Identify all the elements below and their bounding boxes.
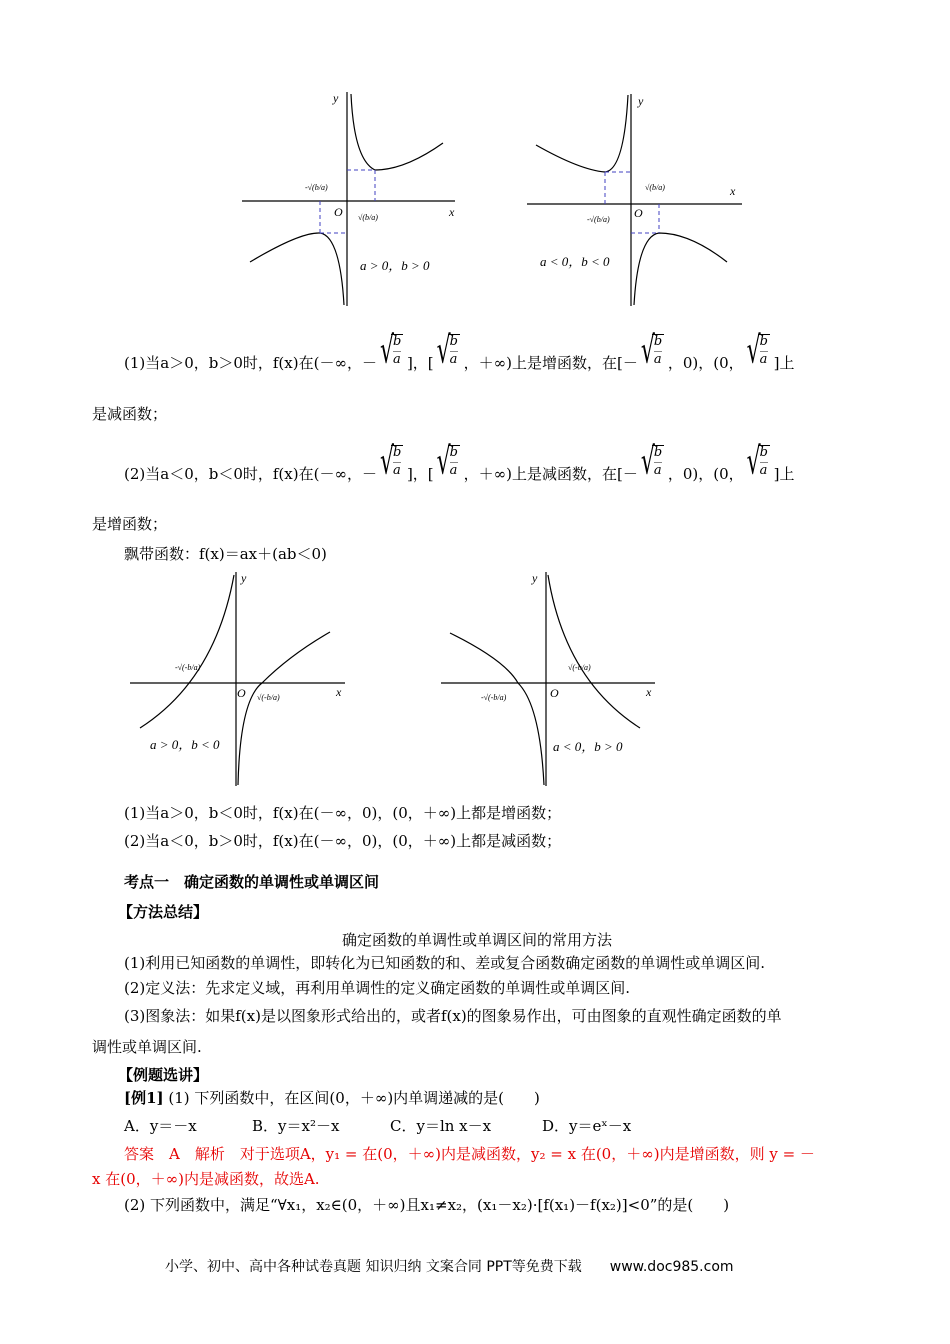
origin-label: O <box>237 686 246 700</box>
sqrt-fraction <box>379 330 404 373</box>
graph-caption: a > 0，b < 0 <box>150 737 220 752</box>
neg-root-label: -√(-b/a) <box>481 693 507 702</box>
text-segment: ]上 <box>773 354 795 372</box>
method-title: 确定函数的单调性或单调区间的常用方法 <box>342 931 613 949</box>
method-2: (2)定义法：先求定义域，再利用单调性的定义确定函数的单调性或单调区间. <box>124 979 631 997</box>
numerator: b <box>392 445 402 460</box>
x-label: x <box>336 685 342 699</box>
method-summary-heading: 【方法总结】 <box>118 903 209 921</box>
answer-explanation-cont: x 在(0，＋∞)内是减函数，故选A. <box>92 1170 320 1188</box>
numerator: b <box>392 334 402 349</box>
curve-right <box>238 632 330 785</box>
graph-a-neg-b-neg <box>527 94 742 306</box>
neg-root-label: -√(-b/a) <box>175 663 201 672</box>
denominator: a <box>392 352 401 367</box>
sqrt-fraction <box>640 330 665 373</box>
denominator: a <box>392 463 401 478</box>
denominator: a <box>653 352 662 367</box>
x-label: x <box>449 205 455 219</box>
denominator: a <box>449 463 458 478</box>
curve-left <box>450 633 544 785</box>
curve-right <box>351 94 443 170</box>
graph-caption: a < 0，b > 0 <box>553 739 623 754</box>
radical-sign: √ <box>640 330 655 373</box>
curve-left <box>250 233 344 305</box>
curve-right <box>548 575 640 728</box>
y-label: y <box>638 94 644 108</box>
x-label: x <box>730 184 736 198</box>
example-1-question <box>124 1088 540 1108</box>
neg-root-label: -√(b/a) <box>587 215 610 224</box>
ribbon-function-title: 飘带函数：f(x)＝ax＋(ab＜0) <box>124 545 327 563</box>
property-line-2-cont: 是增函数； <box>92 515 168 533</box>
property-line-1-cont: 是减函数； <box>92 405 168 423</box>
origin-label: O <box>634 206 643 220</box>
denominator: a <box>759 352 768 367</box>
text-segment: ，＋∞)上是减函数，在[－ <box>463 465 638 483</box>
radical-sign: √ <box>640 441 655 484</box>
radical-sign: √ <box>746 330 761 373</box>
numerator: b <box>653 445 663 460</box>
answer-explanation: 答案 A 解析 对于选项A，y₁ = 在(0，＋∞)内是减函数，y₂ = x 在(0，＋∞)内是增函数，则 y = － <box>124 1145 815 1163</box>
graph-caption: a < 0，b < 0 <box>540 254 610 269</box>
sqrt-fraction <box>746 330 771 373</box>
graph-caption: a > 0，b > 0 <box>360 258 430 273</box>
y-label: y <box>333 91 339 105</box>
text-segment: ，＋∞)上是增函数，在[－ <box>463 354 638 372</box>
pos-root-label: √(-b/a) <box>568 663 591 672</box>
origin-label: O <box>334 205 343 219</box>
denominator: a <box>449 352 458 367</box>
graph-a-pos-b-neg <box>130 572 345 786</box>
pos-root-label: √(b/a) <box>358 213 378 222</box>
ribbon-property-2: (2)当a＜0，b＞0时，f(x)在(－∞，0)，(0，＋∞)上都是减函数； <box>124 832 562 850</box>
radical-sign: √ <box>436 330 451 373</box>
text-segment: ]，[ <box>406 465 434 483</box>
method-1: (1)利用已知函数的单调性，即转化为已知函数的和、差或复合函数确定函数的单调性或单调区间. <box>124 954 766 972</box>
text-segment: ]，[ <box>406 354 434 372</box>
curve-right <box>634 233 727 305</box>
property-line-1 <box>124 330 795 373</box>
sqrt-fraction <box>436 330 461 373</box>
method-3: (3)图象法：如果f(x)是以图象形式给出的，或者f(x)的图象易作出，可由图象的直观性确定函数的单 <box>124 1007 782 1025</box>
question-text: (1) 下列函数中，在区间(0，＋∞)内单调递减的是( ) <box>163 1089 540 1107</box>
pos-root-label: √(b/a) <box>645 183 665 192</box>
ribbon-property-1: (1)当a＞0，b＜0时，f(x)在(－∞，0)，(0，＋∞)上都是增函数； <box>124 804 562 822</box>
radical-sign: √ <box>436 441 451 484</box>
text-segment: ，0)，(0， <box>667 354 744 372</box>
graph-a-neg-b-pos <box>441 572 655 786</box>
text-segment: ]上 <box>773 465 795 483</box>
text-segment: (1)当a＞0，b＞0时，f(x)在(－∞，－ <box>124 354 377 372</box>
option-b: B．y＝x²－x <box>252 1117 340 1135</box>
example-tag: [例1] <box>124 1089 164 1107</box>
text-segment: ，0)，(0， <box>667 465 744 483</box>
option-a: A．y＝－x <box>124 1117 197 1135</box>
method-3-cont: 调性或单调区间. <box>92 1038 202 1056</box>
origin-label: O <box>550 686 559 700</box>
footer-text: 小学、初中、高中各种试卷真题 知识归纳 文案合同 PPT等免费下载 www.doc985.com <box>165 1259 734 1275</box>
pos-root-label: √(-b/a) <box>257 693 280 702</box>
denominator: a <box>653 463 662 478</box>
option-c: C．y＝ln x－x <box>390 1117 492 1135</box>
radical-sign: √ <box>379 330 394 373</box>
option-d: D．y＝eˣ－x <box>542 1117 632 1135</box>
denominator: a <box>759 463 768 478</box>
x-label: x <box>646 685 652 699</box>
text-segment: (2)当a＜0，b＜0时，f(x)在(－∞，－ <box>124 465 377 483</box>
numerator: b <box>449 334 458 349</box>
neg-root-label: -√(b/a) <box>305 183 328 192</box>
examples-heading: 【例题选讲】 <box>118 1066 209 1084</box>
sqrt-fraction <box>436 441 461 484</box>
radical-sign: √ <box>746 441 761 484</box>
curve-left <box>140 575 234 728</box>
radical-sign: √ <box>379 441 394 484</box>
sqrt-fraction <box>746 441 771 484</box>
curve-left <box>536 95 628 172</box>
sqrt-fraction <box>379 441 404 484</box>
graph-a-pos-b-pos <box>242 92 455 306</box>
numerator: b <box>653 334 663 349</box>
example-1-part-2: (2) 下列函数中，满足“∀x₁，x₂∈(0，＋∞)且x₁≠x₂，(x₁－x₂)·[f(x₁)－f(x₂)]<0”的是( ) <box>124 1196 730 1214</box>
numerator: b <box>759 334 768 349</box>
section-heading: 考点一 确定函数的单调性或单调区间 <box>124 873 380 891</box>
numerator: b <box>759 445 768 460</box>
numerator: b <box>449 445 458 460</box>
sqrt-fraction <box>640 441 665 484</box>
property-line-2 <box>124 441 795 484</box>
y-label: y <box>241 571 247 585</box>
y-label: y <box>532 571 538 585</box>
